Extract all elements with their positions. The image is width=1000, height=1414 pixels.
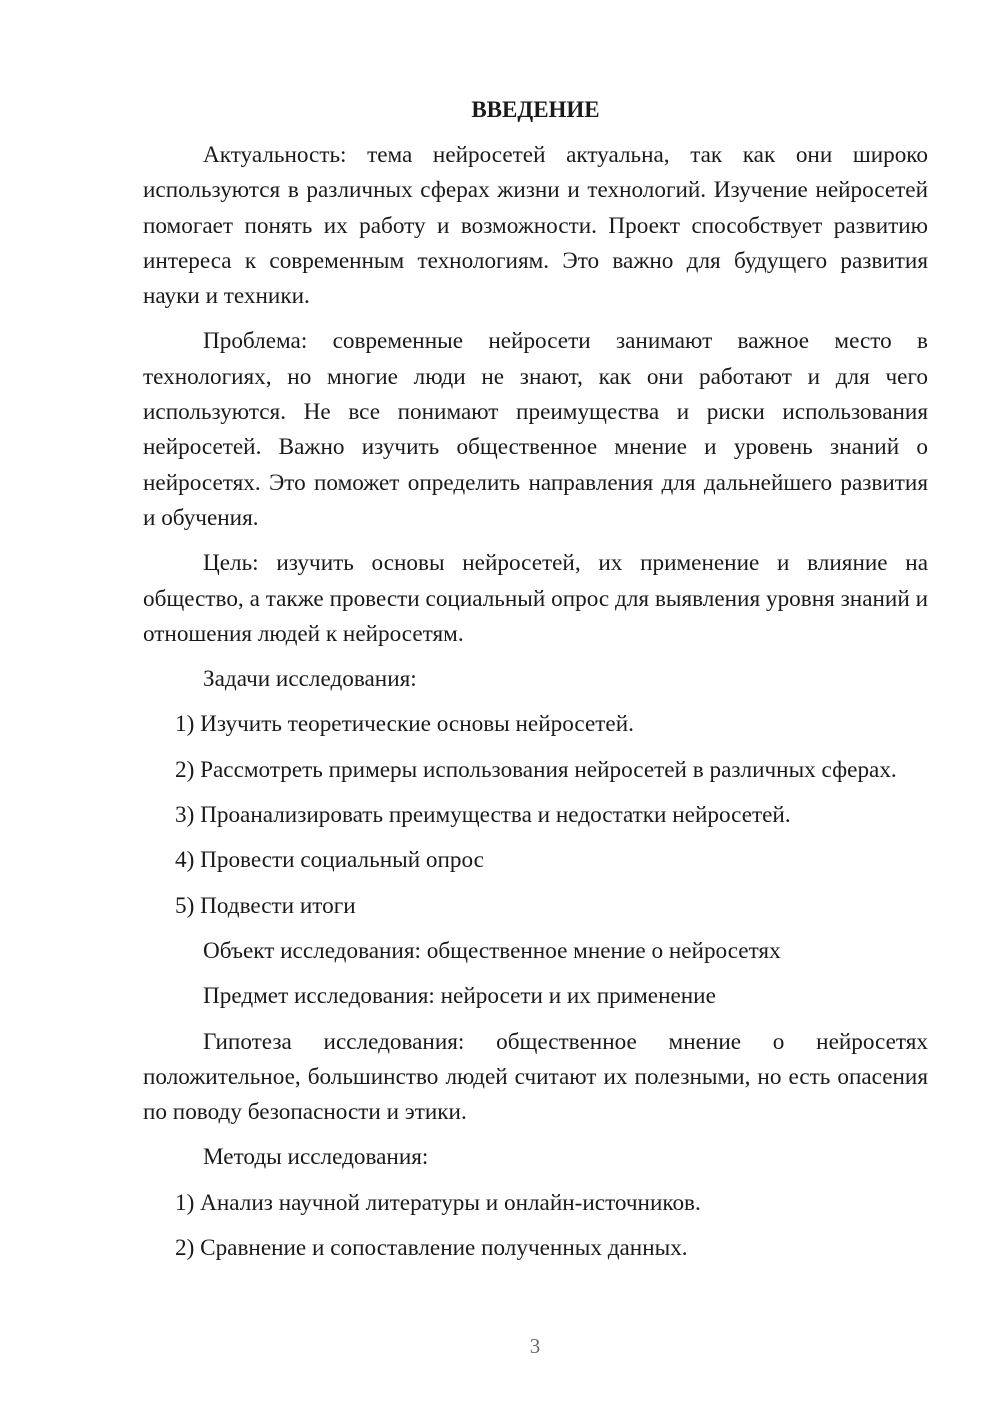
goal-paragraph: Цель: изучить основы нейросетей, их применение и влияние на общество, а также провести социальный опрос для выявления уровня знаний и отношения людей к нейросетям. xyxy=(143,550,928,647)
task-item: 4) Провести социальный опрос xyxy=(175,847,484,874)
methods-heading: Методы исследования: xyxy=(203,1144,429,1171)
relevance-paragraph: Актуальность: тема нейросетей актуальна, так как они широко используются в различных сферах жизни и технологий. Изучение нейросетей помогает понять их работу и возможности. Проект способствует развитию интереса к современным технологиям. Это важно для будущего развития науки и техники. xyxy=(143,142,928,310)
page-content xyxy=(143,92,928,1276)
tasks-heading: Задачи исследования: xyxy=(203,666,417,693)
task-item: 1) Изучить теоретические основы нейросетей. xyxy=(175,711,634,738)
method-item: 1) Анализ научной литературы и онлайн-источников. xyxy=(175,1189,701,1216)
subject-paragraph: Предмет исследования: нейросети и их применение xyxy=(203,983,716,1010)
method-item: 2) Сравнение и сопоставление полученных данных. xyxy=(175,1235,688,1262)
page-number: 3 xyxy=(529,1334,541,1358)
problem-paragraph: Проблема: современные нейросети занимают важное место в технологиях, но многие люди не знают, как они работают и для чего используются. Не все понимают преимущества и риски использования нейросетей. Важно изучить общественное мнение и уровень знаний о нейросетях. Это поможет определить направления для дальнейшего развития и обучения. xyxy=(143,328,928,531)
object-paragraph: Объект исследования: общественное мнение о нейросетях xyxy=(203,937,781,964)
task-item: 5) Подвести итоги xyxy=(175,892,356,919)
task-item: 2) Рассмотреть примеры использования нейросетей в различных сферах. xyxy=(175,756,897,783)
hypothesis-paragraph: Гипотеза исследования: общественное мнение о нейросетях положительное, большинство людей считают их полезными, но есть опасения по поводу безопасности и этики. xyxy=(143,1028,928,1126)
section-title: ВВЕДЕНИЕ xyxy=(471,97,600,122)
task-item: 3) Проанализировать преимущества и недостатки нейросетей. xyxy=(175,802,791,829)
